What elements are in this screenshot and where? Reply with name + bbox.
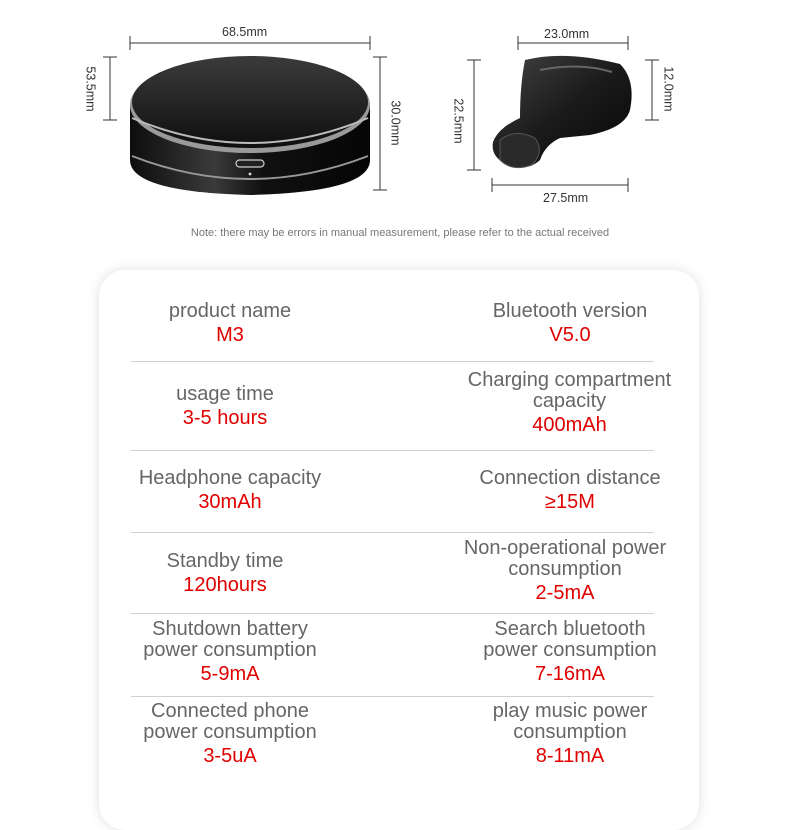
- spec-standby-time: [75, 551, 375, 596]
- earbud-top-height-label: 12.0mm: [661, 66, 676, 112]
- spec-charging-compartment-capacity: [417, 370, 722, 436]
- earbud-height-label: 22.5mm: [451, 98, 466, 144]
- spec-label: play music power consumption: [492, 700, 648, 743]
- spec-value: 400mAh: [532, 414, 607, 436]
- spec-label: Shutdown battery power consumption: [143, 618, 317, 661]
- spec-label: Search bluetooth power consumption: [483, 618, 657, 661]
- usb-c-port: [236, 160, 264, 167]
- spec-value: V5.0: [549, 324, 591, 346]
- spec-value: 3-5uA: [203, 745, 257, 767]
- spec-connected-phone-power: [80, 701, 380, 767]
- spec-product-name: [80, 301, 380, 346]
- spec-value: ≥15M: [545, 491, 595, 513]
- spec-label: Connected phone power consumption: [143, 700, 317, 743]
- spec-play-music-power: [420, 701, 720, 767]
- earbud: [493, 56, 632, 168]
- spec-label: Charging compartment capacity: [467, 369, 672, 412]
- spec-shutdown-battery-power: [80, 619, 380, 685]
- spec-label: Connection distance: [479, 467, 661, 489]
- row-divider: [131, 613, 654, 614]
- spec-label: Standby time: [166, 550, 284, 572]
- spec-value: 7-16mA: [534, 663, 606, 685]
- spec-value: 120hours: [183, 574, 267, 596]
- spec-label: product name: [168, 300, 292, 322]
- spec-value: M3: [216, 324, 244, 346]
- spec-bluetooth-version: [420, 301, 720, 346]
- spec-connection-distance: [420, 468, 720, 513]
- measurement-note: Note: there may be errors in manual measurement, please refer to the actual received: [190, 227, 610, 239]
- earbud-bottom-width-label: 27.5mm: [543, 191, 589, 205]
- spec-search-bluetooth-power: [420, 619, 720, 685]
- spec-usage-time: [75, 384, 375, 429]
- earbud-top-width-label: 23.0mm: [544, 27, 590, 41]
- spec-value: 3-5 hours: [182, 407, 268, 429]
- row-divider: [131, 696, 654, 697]
- spec-value: 30mAh: [198, 491, 262, 513]
- case-depth-label: 53.5mm: [83, 66, 98, 112]
- spec-headphone-capacity: [80, 468, 380, 513]
- spec-label: Headphone capacity: [138, 467, 322, 489]
- indicator-led: [249, 173, 252, 176]
- spec-value: 5-9mA: [200, 663, 260, 685]
- spec-value: 8-11mA: [535, 745, 605, 767]
- spec-non-operational-power: [415, 538, 715, 604]
- case-width-label: 68.5mm: [222, 25, 268, 39]
- row-divider: [131, 361, 654, 362]
- case-height-label: 30.0mm: [388, 100, 403, 146]
- spec-value: 2-5mA: [535, 582, 595, 604]
- spec-label: Bluetooth version: [492, 300, 648, 322]
- row-divider: [131, 450, 654, 451]
- spec-label: usage time: [176, 383, 274, 405]
- spec-label: Non-operational power consumption: [463, 537, 667, 580]
- charging-case: [130, 56, 370, 195]
- row-divider: [131, 532, 654, 533]
